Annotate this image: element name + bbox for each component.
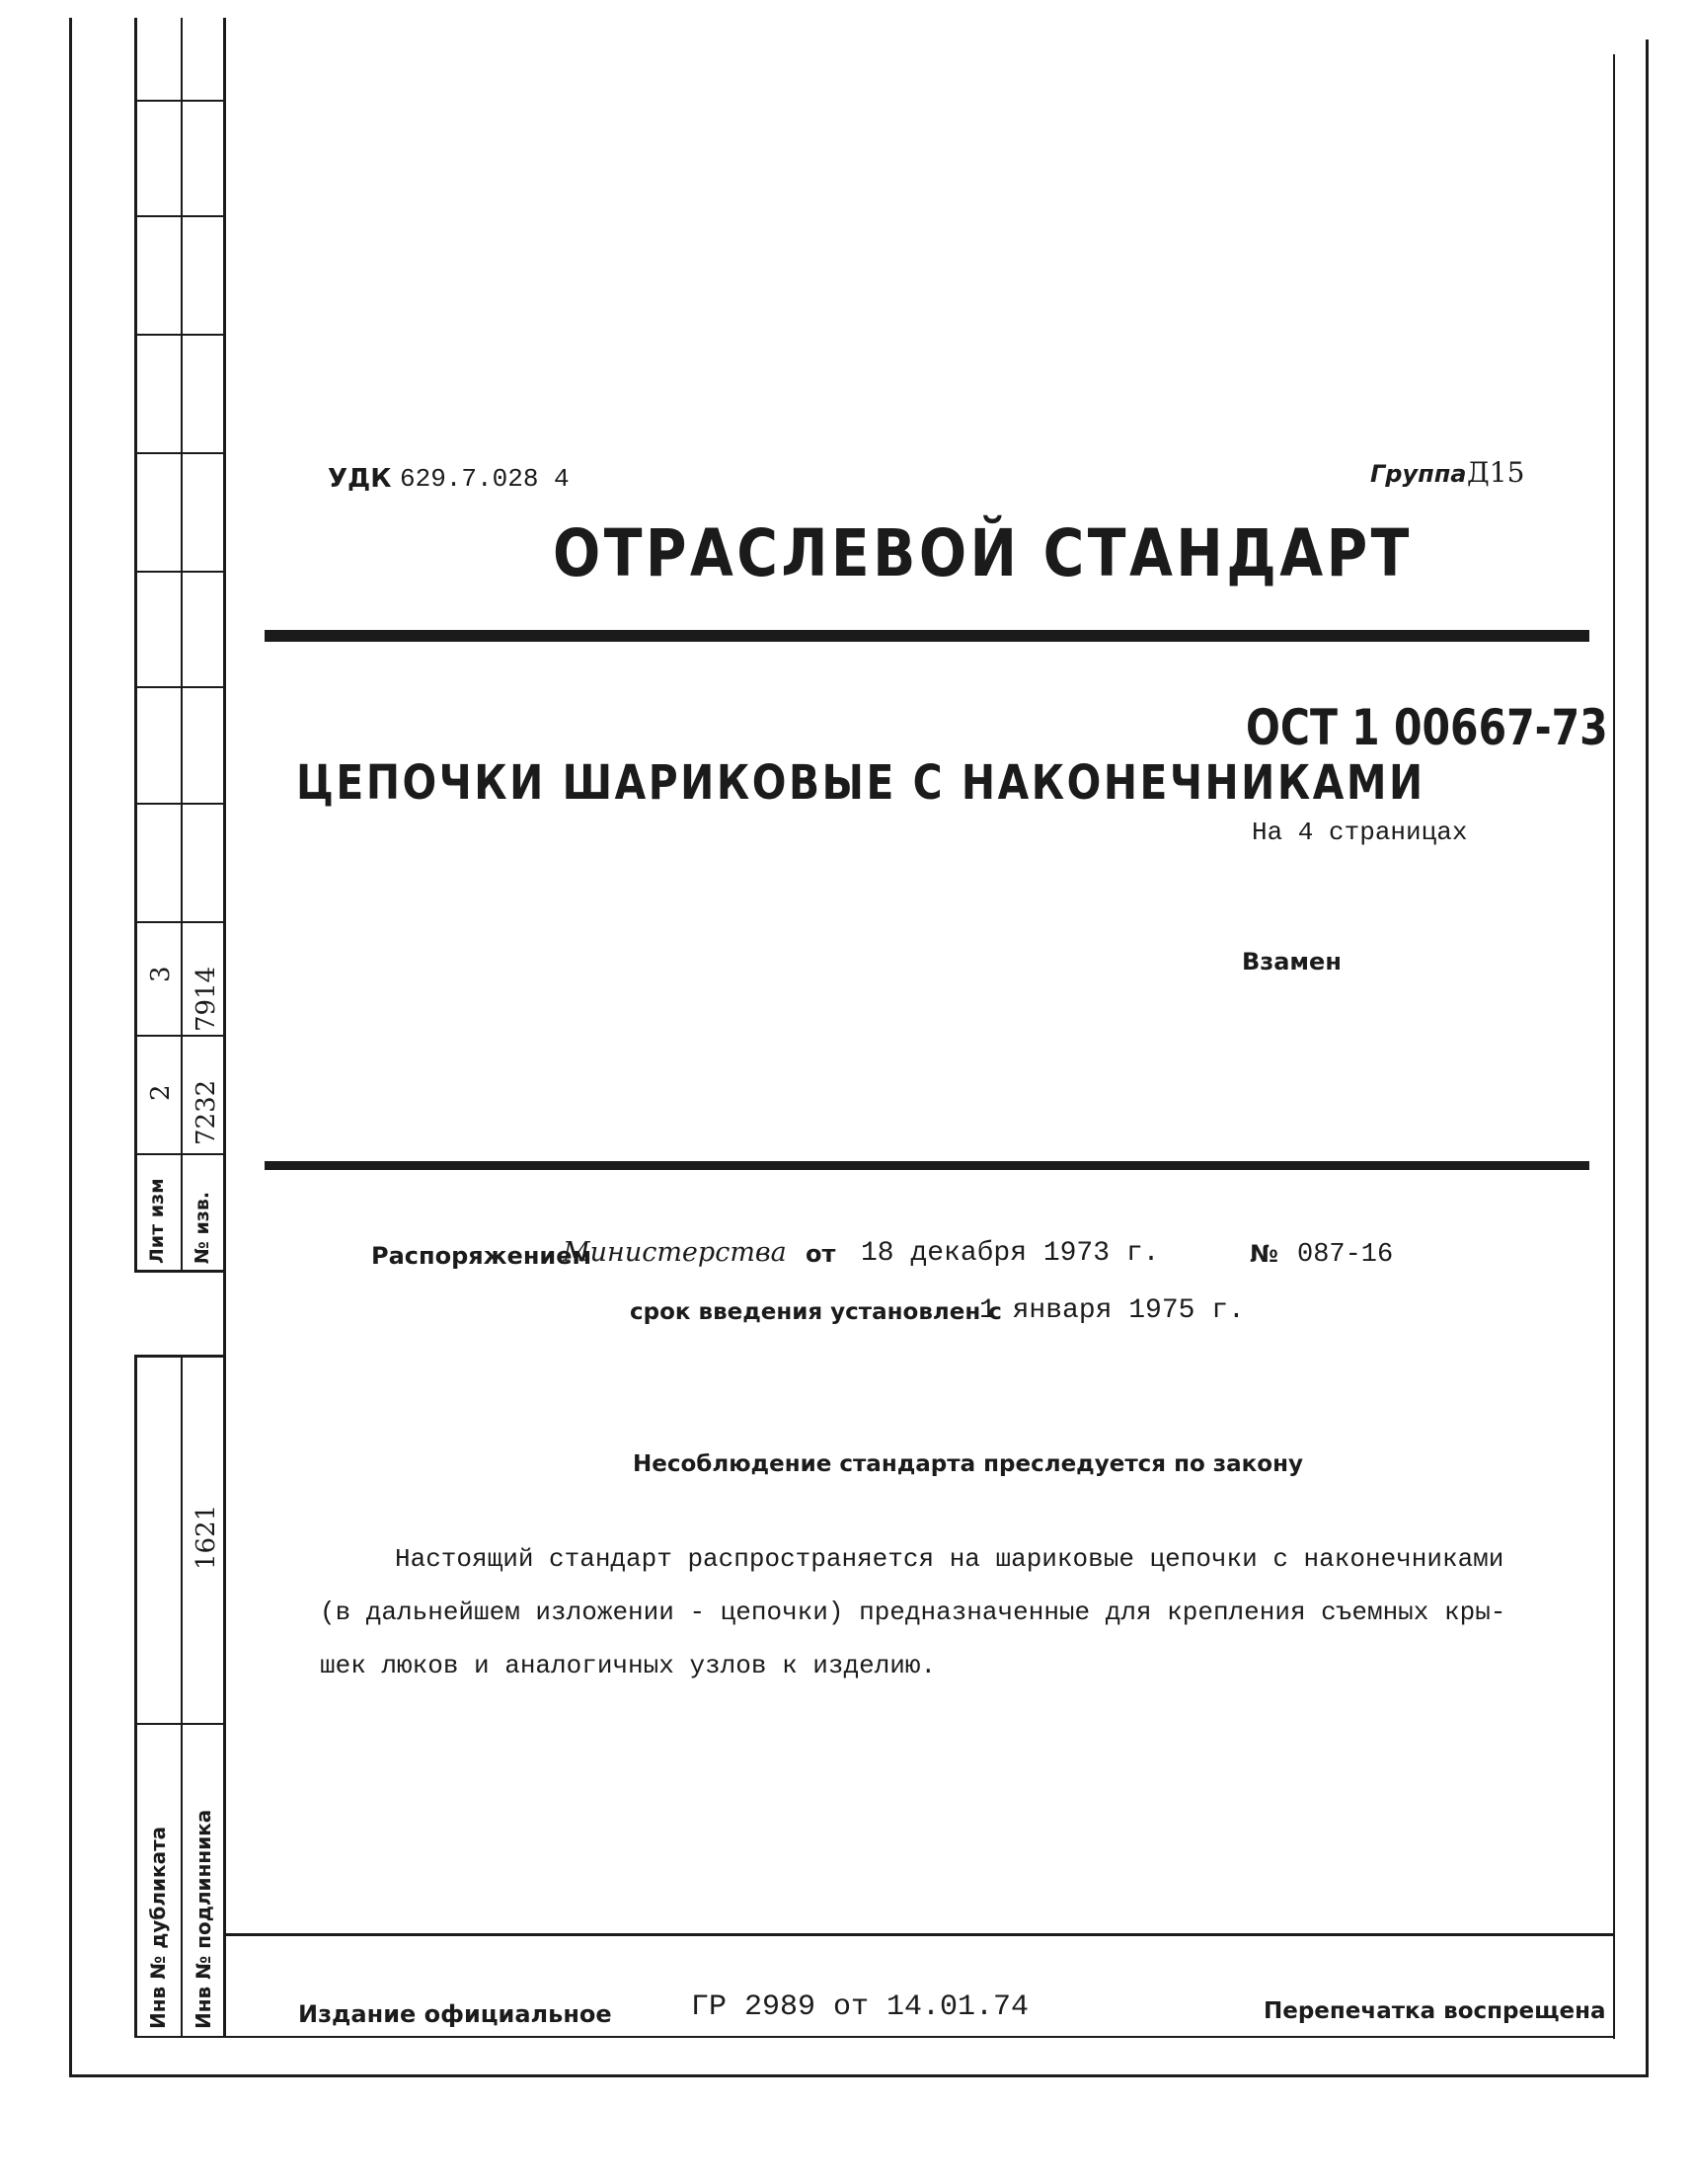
decree-from-label: от: [806, 1240, 836, 1268]
decree-label: Распоряжением: [371, 1242, 592, 1270]
stamp-col-left: [134, 18, 137, 1272]
stamp-row: [134, 686, 225, 688]
udk-value: 629.7.028 4: [400, 464, 570, 494]
footer-reprint: Перепечатка воспрещена: [1264, 1998, 1606, 2024]
subject-rule: [265, 1161, 1589, 1170]
stamp2-top: [134, 1355, 225, 1358]
standard-number: ОСТ 1 00667-73: [1246, 699, 1608, 756]
stamp-row: [134, 215, 225, 217]
stamp-row: [134, 803, 225, 805]
frame-bottom-inner: [134, 2036, 1615, 2038]
stamp-dup-label: Инв № дубликата: [146, 1826, 170, 2029]
title-rule: [265, 630, 1589, 642]
udk-label: УДК: [328, 464, 392, 494]
frame-right-outer: [1646, 39, 1649, 2077]
footer-official: Издание официальное: [298, 2000, 612, 2028]
effective-text: срок введения установлен с: [630, 1299, 1002, 1325]
stamp-lit-value: 3: [146, 966, 176, 982]
stamp-lit-value: 2: [146, 1084, 176, 1101]
stamp-lit-label: Лит изм: [146, 1178, 168, 1264]
group-label: Группа: [1370, 460, 1467, 488]
legal-notice: Несоблюдение стандарта преследуется по закону: [633, 1451, 1303, 1477]
stamp-row: [134, 1153, 225, 1155]
stamp-row: [134, 334, 225, 336]
replaces-label: Взамен: [1242, 948, 1342, 975]
body-line: (в дальнейшем изложении - цепочки) предназначенные для крепления съемных кры-: [320, 1598, 1506, 1627]
stamp-change-label: № изв.: [192, 1191, 213, 1264]
decree-number-label: №: [1250, 1240, 1278, 1268]
stamp-row: [134, 571, 225, 573]
frame-bottom-outer: [69, 2074, 1649, 2077]
decree-number: 087-16: [1297, 1240, 1394, 1270]
effective-date: 1 января 1975 г.: [979, 1295, 1245, 1326]
stamp-row: [134, 452, 225, 454]
body-line: шек люков и аналогичных узлов к изделию.: [320, 1651, 937, 1680]
stamp-row: [134, 1035, 225, 1037]
stamp2-col-left: [134, 1355, 137, 2038]
footer-rule: [223, 1933, 1615, 1936]
frame-left-inner: [223, 18, 226, 2038]
stamp-change-value: 7232: [192, 1079, 221, 1145]
stamp-row: [134, 100, 225, 102]
stamp2-row: [134, 1723, 225, 1725]
stamp-change-value: 7914: [192, 966, 221, 1032]
pages-text: На 4 страницах: [1252, 818, 1468, 847]
stamp-row: [134, 1270, 225, 1273]
frame-left-outer: [69, 18, 72, 2076]
subject-title: ЦЕПОЧКИ ШАРИКОВЫЕ С НАКОНЕЧНИКАМИ: [296, 755, 1425, 811]
group-value: Д15: [1467, 456, 1525, 489]
stamp-orig-label: Инв № подлинника: [192, 1809, 215, 2029]
decree-body: Министерства: [563, 1237, 787, 1268]
decree-date: 18 декабря 1973 г.: [861, 1238, 1160, 1269]
stamp-col-mid: [181, 18, 183, 1272]
stamp2-col-mid: [181, 1355, 183, 2038]
stamp-orig-value: 1621: [192, 1504, 221, 1570]
document-title: ОТРАСЛЕВОЙ СТАНДАРТ: [553, 515, 1413, 591]
frame-right-inner: [1613, 54, 1615, 2039]
footer-registration: ГР 2989 от 14.01.74: [691, 1990, 1030, 2024]
body-line: Настоящий стандарт распространяется на шариковые цепочки с наконечниками: [395, 1544, 1504, 1574]
stamp-row: [134, 921, 225, 923]
